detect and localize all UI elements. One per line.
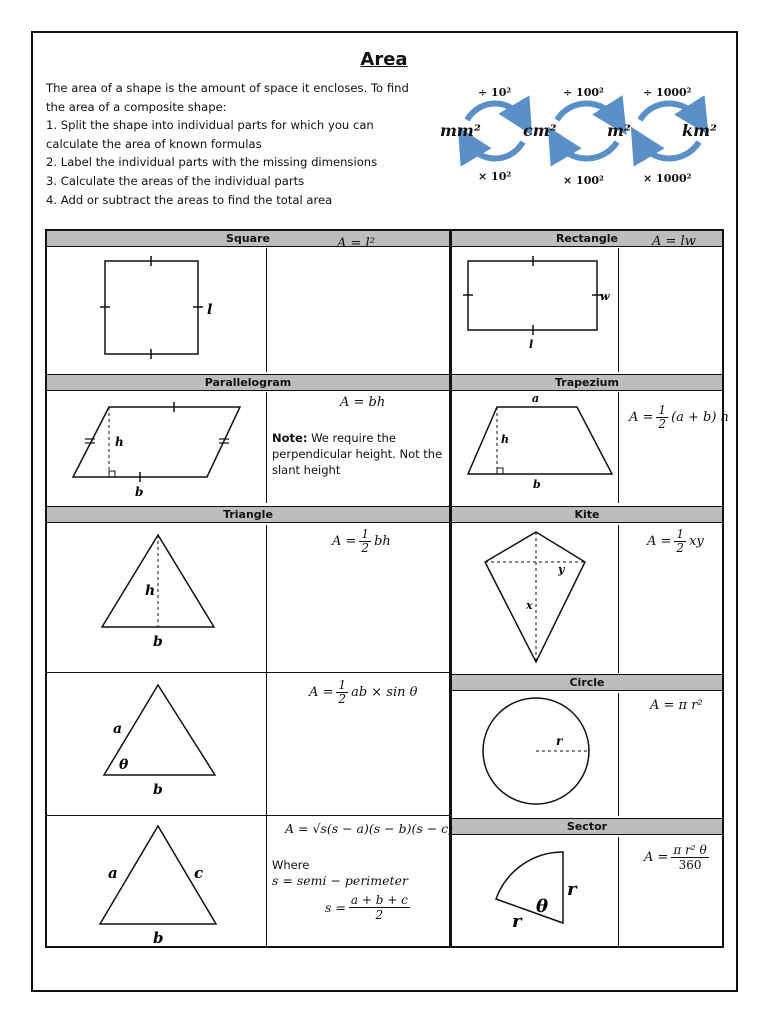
multiply-label-3: × 1000² <box>643 172 692 185</box>
trapezium-label-h: h <box>501 433 509 446</box>
rectangle-diagram <box>452 248 618 372</box>
formula-suffix: (a + b) h <box>671 410 729 425</box>
fraction-den: 360 <box>678 858 702 872</box>
circle-formula: A = π r² <box>650 698 703 713</box>
header-kite: Kite <box>452 506 722 523</box>
fraction-den: 2 <box>338 692 347 706</box>
divider <box>618 837 619 948</box>
intro-step-2: 2. Label the individual parts with the missing dimensions <box>46 155 378 170</box>
heron-where: Where <box>272 858 310 872</box>
kite-label-x: x <box>526 599 533 612</box>
fraction-num: a + b + c <box>350 893 408 907</box>
triangle-sine-label-a: a <box>113 721 123 737</box>
trapezium-label-a: a <box>532 392 540 405</box>
intro-text <box>46 79 426 209</box>
divider <box>618 392 619 503</box>
triangle-heron-diagram <box>47 816 266 948</box>
heron-s-definition: s = semi − perimeter <box>272 873 408 888</box>
arrow-cm-mm <box>467 142 523 159</box>
unit-conversion-diagram <box>435 80 730 190</box>
divider <box>618 525 619 673</box>
intro-step-3: 3. Calculate the areas of the individual parts <box>46 173 305 188</box>
parallelogram-label-b: b <box>135 485 144 499</box>
intro-step-1: 1. Split the shape into individual parts for which you can calculate the area of known formulas <box>46 118 374 151</box>
heron-s-formula <box>325 893 410 922</box>
divide-label-1: ÷ 10² <box>478 86 512 99</box>
divider <box>266 525 267 948</box>
heron-label-b: b <box>153 929 164 947</box>
divider <box>266 392 267 503</box>
triangle-sine-diagram <box>47 673 266 815</box>
sector-diagram <box>452 837 618 948</box>
triangle-sine-formula <box>309 679 417 706</box>
circle-diagram <box>452 693 618 816</box>
kite-diagram <box>452 525 618 673</box>
intro-line: The area of a shape is the amount of space it encloses. To find the area of a composite shape: <box>46 81 409 114</box>
formula-suffix: ab × sin θ <box>351 685 418 700</box>
divide-label-3: ÷ 1000² <box>643 86 692 99</box>
multiply-label-1: × 10² <box>478 170 512 183</box>
triangle-sine-label-b: b <box>153 782 163 798</box>
formula-suffix: xy <box>689 534 704 549</box>
fraction-num: π r² θ <box>673 843 707 857</box>
unit-cm2: cm² <box>523 121 557 140</box>
arrow-m-cm <box>557 142 617 159</box>
multiply-label-2: × 100² <box>563 174 604 187</box>
fraction <box>674 528 686 555</box>
triangle-label-h: h <box>145 583 156 599</box>
heron-formula: A = √s(s − a)(s − b)(s − c) <box>285 821 454 836</box>
arrow-cm-m <box>557 104 617 121</box>
triangle-formula <box>332 528 391 555</box>
parallelogram-label-h: h <box>115 435 124 449</box>
heron-label-c: c <box>194 864 204 882</box>
rectangle-label-l: l <box>529 338 534 351</box>
unit-mm2: mm² <box>440 121 481 140</box>
fraction-num: 1 <box>338 678 347 692</box>
sector-label-r1: r <box>567 879 577 900</box>
divide-label-2: ÷ 100² <box>563 86 604 99</box>
heron-label-a: a <box>108 864 118 882</box>
triangle-label-b: b <box>153 634 163 650</box>
fraction-num: 1 <box>361 527 370 541</box>
formula-prefix: A = <box>309 685 334 700</box>
formula-prefix: s = <box>325 900 346 915</box>
fraction-num: 1 <box>658 403 667 417</box>
triangle-sine-label-theta: θ <box>119 757 129 773</box>
rectangle-formula: A = lw <box>652 234 696 249</box>
kite-label-y: y <box>558 563 565 576</box>
divider <box>266 248 267 372</box>
note-text: We require the perpendicular height. Not the slant height <box>272 431 443 477</box>
kite-formula <box>647 528 704 555</box>
note-label: Note: <box>272 431 308 445</box>
unit-m2: m² <box>607 121 631 140</box>
fraction <box>359 528 371 555</box>
header-parallelogram: Parallelogram <box>47 374 449 391</box>
formula-prefix: A = <box>629 410 654 425</box>
fraction <box>349 893 410 922</box>
fraction-num: 1 <box>676 527 685 541</box>
arrow-mm-cm <box>467 104 523 121</box>
parallelogram-formula: A = bh <box>340 395 386 410</box>
fraction <box>336 679 348 706</box>
fraction <box>671 843 708 872</box>
fraction-den: 2 <box>361 541 370 555</box>
formula-prefix: A = <box>647 534 672 549</box>
parallelogram-note <box>272 430 448 478</box>
fraction-den: 2 <box>676 541 685 555</box>
divider <box>618 248 619 372</box>
fraction-den: 2 <box>658 417 667 431</box>
unit-km2: km² <box>682 121 718 140</box>
sector-formula <box>644 843 709 872</box>
trapezium-diagram <box>452 392 618 503</box>
formula-prefix: A = <box>644 850 669 865</box>
circle-label-r: r <box>556 734 563 748</box>
fraction-den: 2 <box>375 908 384 922</box>
square-diagram <box>47 248 266 372</box>
triangle-diagram <box>47 525 266 672</box>
arrow-km-m <box>640 142 699 159</box>
square-formula: A = l² <box>337 236 375 251</box>
square-label-l: l <box>207 302 213 318</box>
fraction <box>656 404 668 431</box>
sector-label-theta: θ <box>536 896 549 917</box>
header-square: Square <box>47 230 449 247</box>
rectangle-label-w: w <box>600 290 610 303</box>
trapezium-formula <box>629 404 729 431</box>
header-rectangle: Rectangle <box>452 230 722 247</box>
header-circle: Circle <box>452 674 722 691</box>
formula-suffix: bh <box>374 534 391 549</box>
arrow-m-km <box>640 104 699 121</box>
divider <box>618 693 619 816</box>
header-sector: Sector <box>452 818 722 835</box>
page-title: Area <box>360 49 408 70</box>
parallelogram-diagram <box>47 392 266 503</box>
area-formula-table <box>45 229 729 948</box>
formula-prefix: A = <box>332 534 357 549</box>
header-triangle: Triangle <box>47 506 449 523</box>
trapezium-label-b: b <box>533 478 541 491</box>
intro-step-4: 4. Add or subtract the areas to find the total area <box>46 192 333 207</box>
header-trapezium: Trapezium <box>452 374 722 391</box>
sector-label-r2: r <box>512 911 522 932</box>
